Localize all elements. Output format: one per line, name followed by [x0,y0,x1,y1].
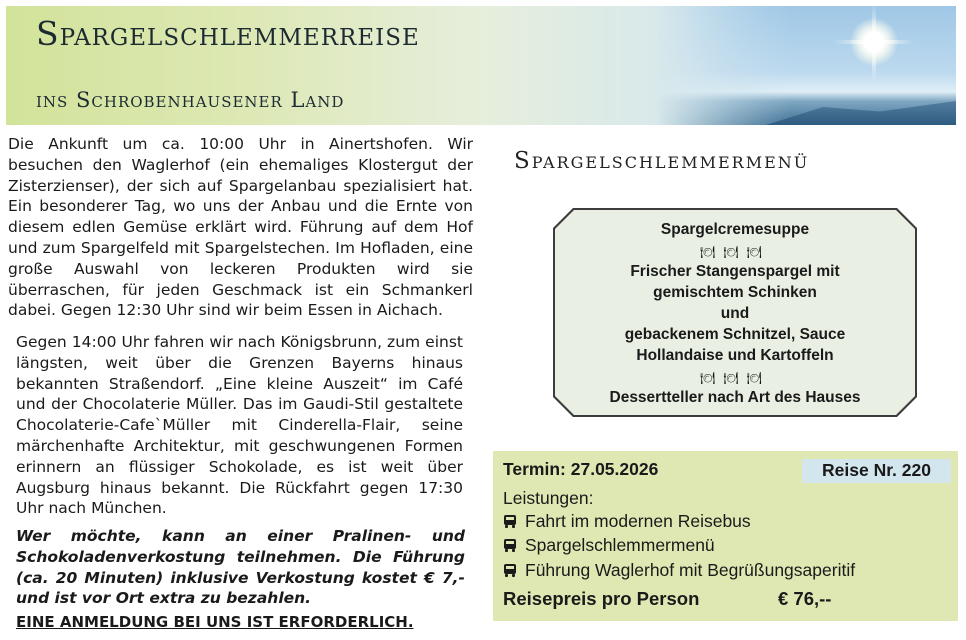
service-item [503,511,751,532]
travel-date: Termin: 27.05.2026 [503,459,659,479]
cutlery-icon: 🍽🍽🍽 [700,245,770,259]
trip-number-badge: Reise Nr. 220 [802,459,951,483]
page-subtitle: ins Schrobenhausener Land [36,88,345,112]
price-label: Reisepreis pro Person [503,588,700,609]
bus-icon [503,539,517,552]
menu-title: Spargelschlemmermenü [514,148,810,174]
page-title: Spargelschlemmerreise [36,14,420,53]
menu-course-main: gemischtem Schinken [653,284,817,301]
menu-course-main: gebackenem Schnitzel, Sauce [624,326,846,343]
sky-image [656,6,956,125]
service-item [503,535,715,556]
paragraph-afternoon: Gegen 14:00 Uhr fahren wir nach Königsbrunn, zum einst längsten, weit über die Grenzen Bayerns hinaus bekannten Straßendorf. „Eine kleine Auszeit“ im Café und der Chocolaterie Müller. Das im Gaudi-Stil gestaltete Chocolaterie-Cafe`Müller mit Cinderella-Flair, seine märchenhafte Architektur, mit geschwungenen Formen erinnern an flüssiger Schokolade, es ist weit über Augsburg hinaus bekannt. Die Rückfahrt gegen 17:30 Uhr nach München. [16,333,463,518]
paragraph-tasting: Wer möchte, kann an einer Pralinen- und Schokoladenverkostung teilnehmen. Die Führung (ca. 20 Minuten) inklusive Verkostung kostet € 7,- und ist vor Ort extra zu bezahlen. [16,527,465,608]
menu-course-main: Frischer Stangenspargel mit [630,263,840,280]
service-item-label: Spargelschlemmermenü [525,535,715,555]
price-value: € 76,-- [778,588,832,609]
menu-course-dessert: Dessertteller nach Art des Hauses [609,389,861,406]
paragraph-arrival: Die Ankunft um ca. 10:00 Uhr in Ainertshofen. Wir besuchen den Waglerhof (ein ehemaliges Klostergut der Zisterzienser), der sich auf Spargelanbau spezialisiert hat. Ein besonderer Tag, wo uns der Anbau und die Ernte von diesem edlen Gemüse erklärt wird. Führung auf dem Hof und zum Spargelfeld mit Spargelstechen. Im Hofladen, eine große Auswahl von leckeren Produkten wird sie überraschen, für jeden Geschmack ist ein Schmankerl dabei. Gegen 12:30 Uhr sind wir beim Essen in Aichach. [8,135,473,320]
bus-icon [503,515,517,528]
cutlery-icon: 🍽🍽🍽 [700,371,770,385]
service-item-label: Fahrt im modernen Reisebus [525,511,751,531]
menu-course-main: Hollandaise und Kartoffeln [636,347,834,364]
services-label: Leistungen: [503,488,594,508]
menu-course-main: und [720,305,750,322]
service-item [503,560,855,581]
registration-notice: EINE ANMELDUNG BEI UNS IST ERFORDERLICH. [16,613,414,631]
menu-course-soup: Spargelcremesuppe [660,221,810,238]
bus-icon [503,564,517,577]
service-item-label: Führung Waglerhof mit Begrüßungsaperitif [525,560,856,580]
sun-icon [850,18,898,66]
